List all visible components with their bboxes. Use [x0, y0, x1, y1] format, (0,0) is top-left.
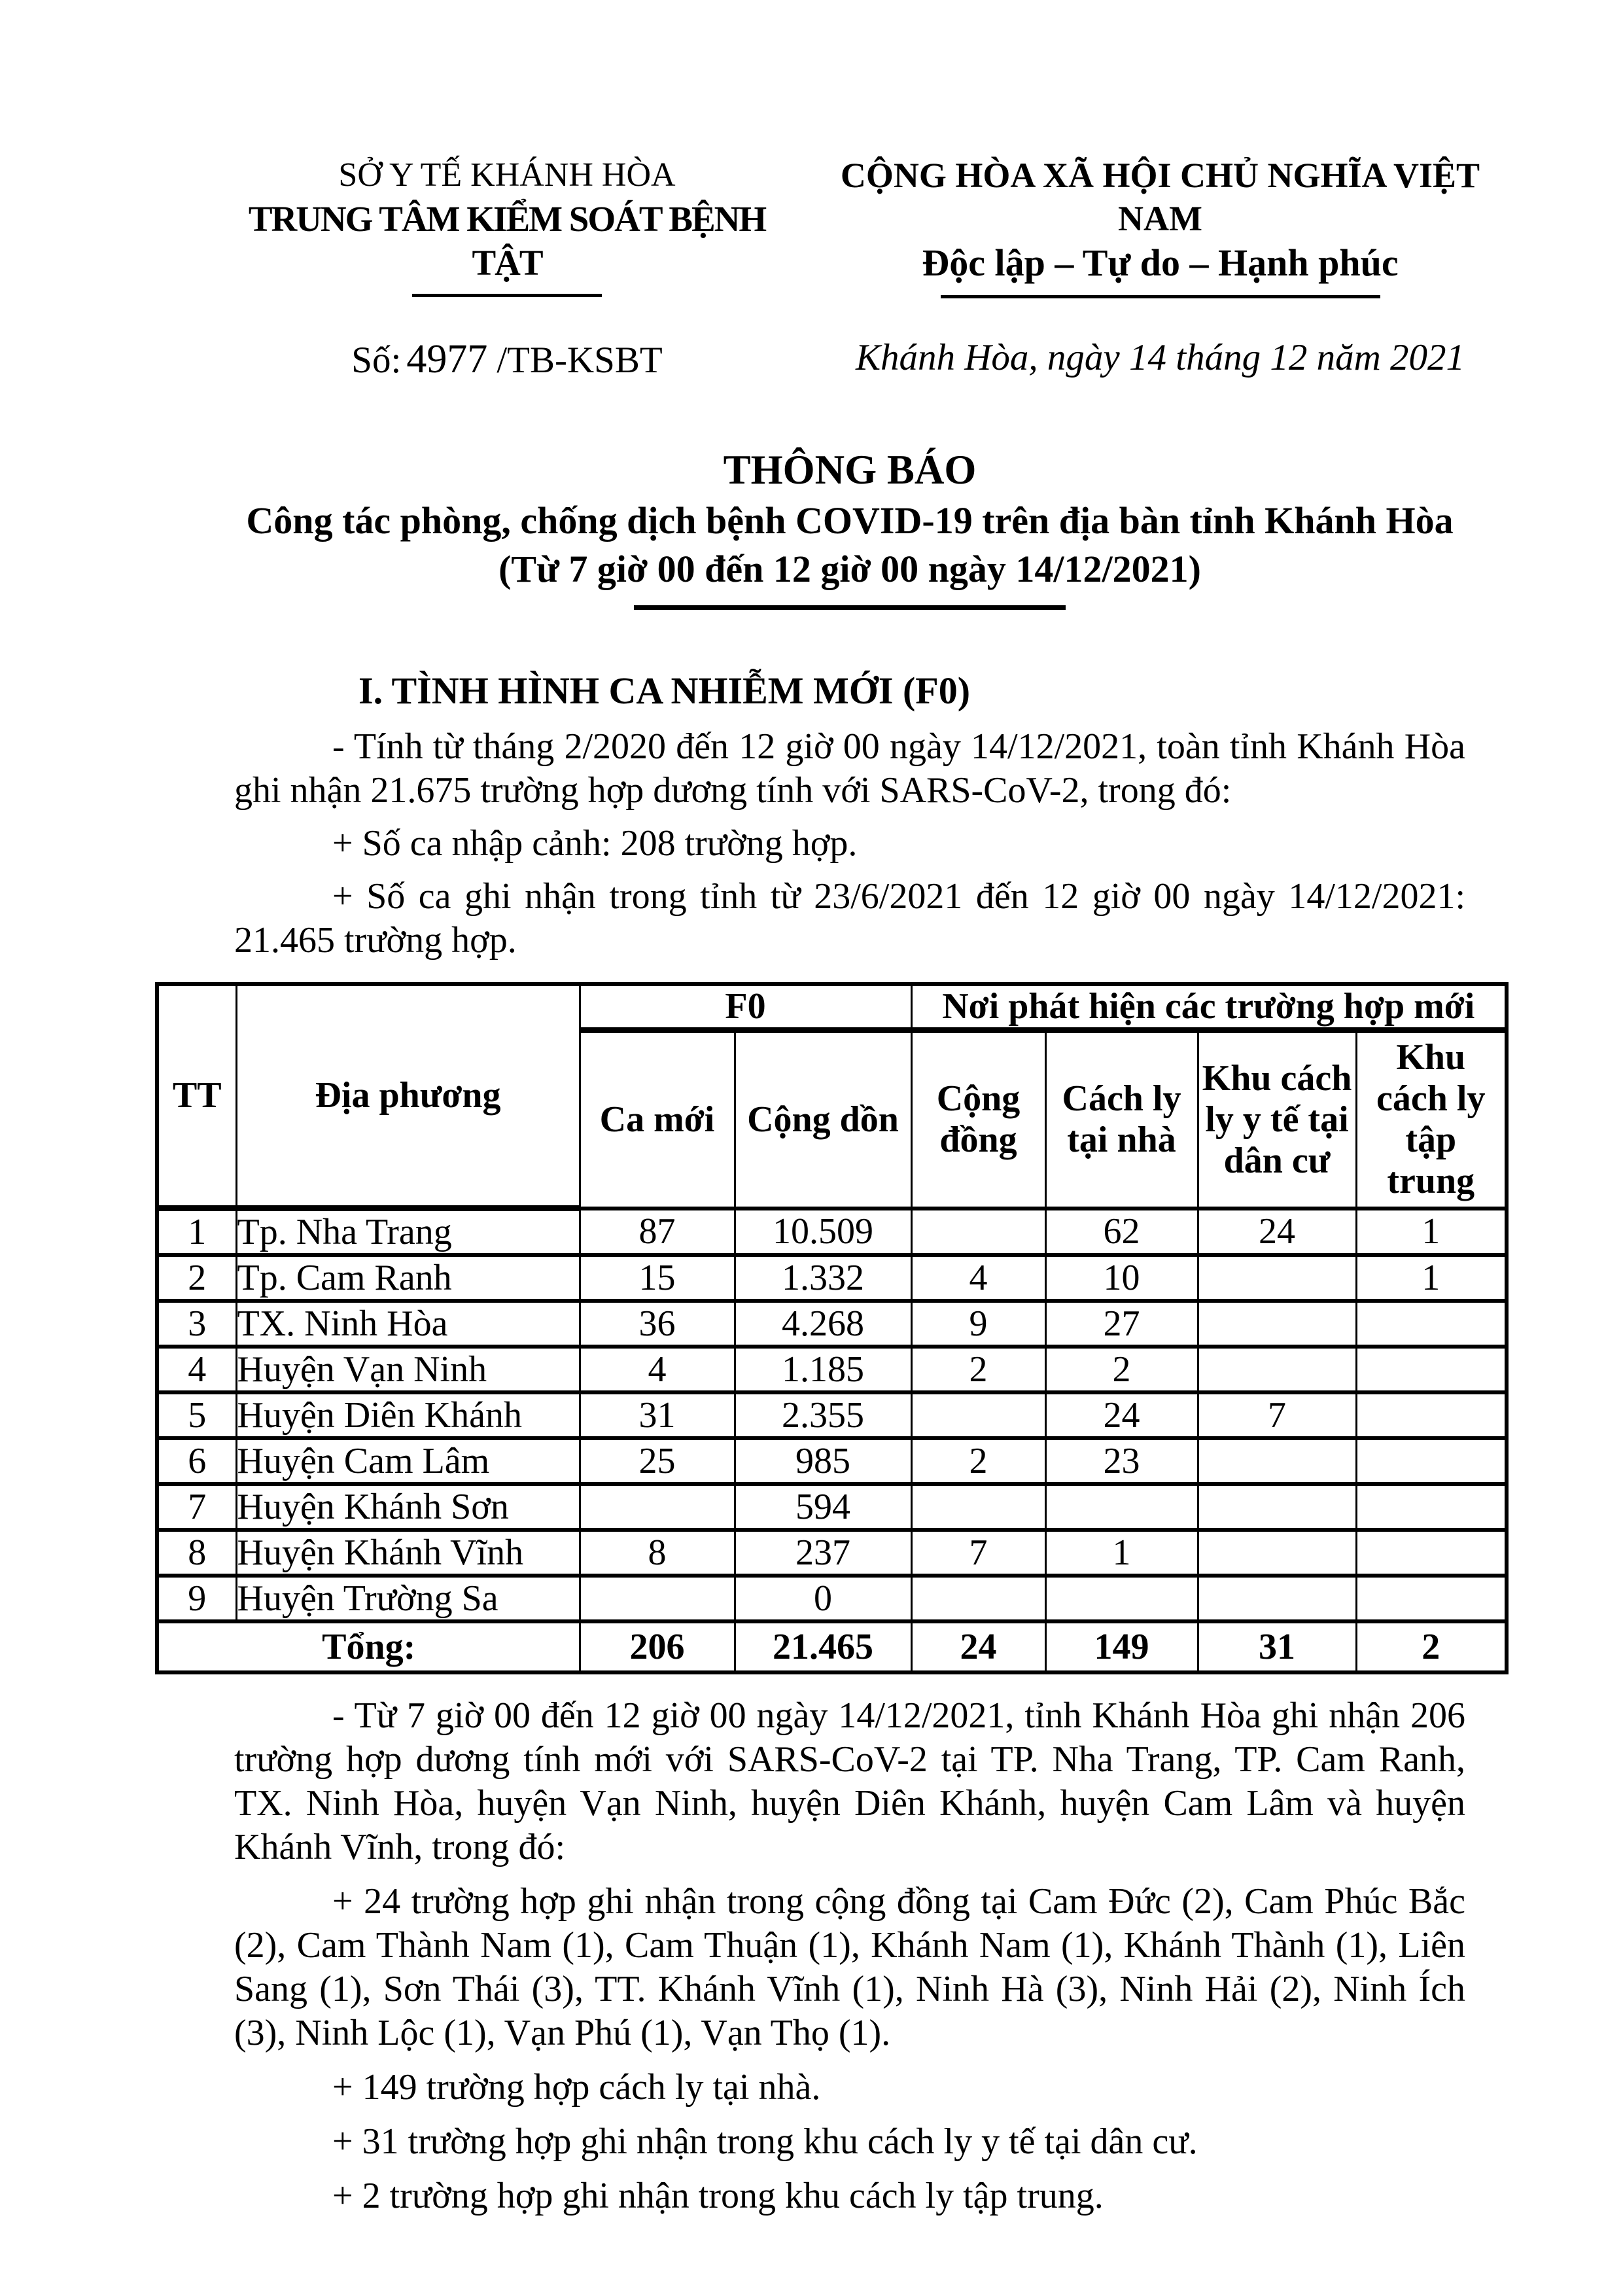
cell-community [911, 1209, 1045, 1256]
cell-total-cumulative: 21.465 [735, 1621, 911, 1672]
cell-new-cases: 25 [580, 1438, 735, 1484]
cell-cumulative: 10.509 [735, 1209, 911, 1256]
cell-central-quarantine: 1 [1356, 1255, 1507, 1301]
document-number-suffix: /TB-KSBT [497, 340, 663, 381]
cell-home-quarantine: 23 [1045, 1438, 1198, 1484]
col-header-cumulative: Cộng dồn [735, 1031, 911, 1209]
cell-central-quarantine [1356, 1530, 1507, 1576]
cell-medical-area-quarantine [1198, 1576, 1356, 1621]
cell-tt: 7 [157, 1484, 236, 1530]
cell-new-cases [580, 1576, 735, 1621]
cell-total-label: Tổng: [157, 1621, 580, 1672]
cell-cumulative: 594 [735, 1484, 911, 1530]
cell-location: Huyện Khánh Vĩnh [236, 1530, 580, 1576]
cell-new-cases: 36 [580, 1301, 735, 1347]
document-date-range: (Từ 7 giờ 00 đến 12 giờ 00 ngày 14/12/2021) [498, 548, 1201, 590]
col-header-location: Địa phương [236, 984, 580, 1209]
cell-new-cases: 87 [580, 1209, 735, 1256]
table-header-row-groups [157, 984, 1507, 1031]
cell-cumulative: 0 [735, 1576, 911, 1621]
table-row [157, 1255, 1507, 1301]
cell-medical-area-quarantine [1198, 1255, 1356, 1301]
cell-location: Huyện Vạn Ninh [236, 1347, 580, 1392]
national-motto: Độc lập – Tự do – Hạnh phúc [922, 241, 1399, 284]
table-row [157, 1484, 1507, 1530]
table-row [157, 1209, 1507, 1256]
cell-community: 7 [911, 1530, 1045, 1576]
cell-location: Huyện Cam Lâm [236, 1438, 580, 1484]
paragraph: + Số ca nhập cảnh: 208 trường hợp. [332, 823, 858, 864]
paragraph: - Từ 7 giờ 00 đến 12 giờ 00 ngày 14/12/2021, tỉnh Khánh Hòa ghi nhận 206 trường hợp dương tính mới với SARS-CoV-2 tại TP. Nha Trang, TP. Cam Ranh, TX. Ninh Hòa, huyện Vạn Ninh, huyện Diên Khánh, huyện Cam Lâm và huyện Khánh Vĩnh, trong đó: [234, 1695, 1465, 1867]
paragraph: + 2 trường hợp ghi nhận trong khu cách ly tập trung. [332, 2176, 1104, 2216]
cell-medical-area-quarantine [1198, 1438, 1356, 1484]
table-total-row [157, 1621, 1507, 1672]
cell-new-cases: 8 [580, 1530, 735, 1576]
col-header-home-quarantine: Cách ly tại nhà [1045, 1031, 1198, 1209]
cell-community [911, 1484, 1045, 1530]
table-row [157, 1347, 1507, 1392]
cell-total-community: 24 [911, 1621, 1045, 1672]
document-number [236, 336, 778, 383]
document-title: THÔNG BÁO [723, 447, 977, 493]
table-row [157, 1438, 1507, 1484]
motto-rule [941, 295, 1380, 298]
cell-new-cases: 15 [580, 1255, 735, 1301]
cell-central-quarantine [1356, 1392, 1507, 1438]
cell-central-quarantine [1356, 1347, 1507, 1392]
cell-total-new-cases: 206 [580, 1621, 735, 1672]
cell-tt: 6 [157, 1438, 236, 1484]
cell-new-cases: 31 [580, 1392, 735, 1438]
cell-central-quarantine [1356, 1484, 1507, 1530]
national-title: CỘNG HÒA XÃ HỘI CHỦ NGHĨA VIỆT NAM [840, 156, 1480, 238]
cell-central-quarantine [1356, 1438, 1507, 1484]
table-row [157, 1576, 1507, 1621]
cell-cumulative: 985 [735, 1438, 911, 1484]
cell-total-central-quarantine: 2 [1356, 1621, 1507, 1672]
cell-location: Tp. Nha Trang [236, 1209, 580, 1256]
cell-medical-area-quarantine [1198, 1347, 1356, 1392]
cell-community: 2 [911, 1347, 1045, 1392]
cell-home-quarantine: 62 [1045, 1209, 1198, 1256]
cell-location: Huyện Khánh Sơn [236, 1484, 580, 1530]
col-header-central-quarantine: Khu cách ly tập trung [1356, 1031, 1507, 1209]
cell-central-quarantine [1356, 1301, 1507, 1347]
col-header-community: Cộng đồng [911, 1031, 1045, 1209]
paragraph: + 24 trường hợp ghi nhận trong cộng đồng tại Cam Đức (2), Cam Phúc Bắc (2), Cam Thành Nam (1), Cam Thuận (1), Khánh Nam (1), Khánh Thành (1), Liên Sang (1), Sơn Thái (3), TT. Khánh Vĩnh (1), Ninh Hà (3), Ninh Hải (2), Ninh Ích (3), Ninh Lộc (1), Vạn Phú (1), Vạn Thọ (1). [234, 1881, 1465, 2053]
cell-community: 2 [911, 1438, 1045, 1484]
document-header [0, 0, 1623, 298]
cell-cumulative: 2.355 [735, 1392, 911, 1438]
cell-location: Huyện Trường Sa [236, 1576, 580, 1621]
cell-cumulative: 4.268 [735, 1301, 911, 1347]
cell-home-quarantine: 2 [1045, 1347, 1198, 1392]
cell-location: TX. Ninh Hòa [236, 1301, 580, 1347]
cell-community [911, 1392, 1045, 1438]
covid-cases-table [155, 982, 1509, 1674]
table-row [157, 1392, 1507, 1438]
paragraph: + 149 trường hợp cách ly tại nhà. [332, 2067, 821, 2108]
cell-home-quarantine: 27 [1045, 1301, 1198, 1347]
cell-medical-area-quarantine [1198, 1530, 1356, 1576]
cell-new-cases [580, 1484, 735, 1530]
cell-cumulative: 237 [735, 1530, 911, 1576]
agency-name: TRUNG TÂM KIỂM SOÁT BỆNH TẬT [248, 199, 766, 283]
cell-community: 4 [911, 1255, 1045, 1301]
col-header-new-cases: Ca mới [580, 1031, 735, 1209]
cell-new-cases: 4 [580, 1347, 735, 1392]
section-1 [0, 667, 1623, 963]
issuing-agency-block [236, 154, 778, 298]
cell-tt: 9 [157, 1576, 236, 1621]
document-number-value: 4977 [406, 337, 488, 381]
cell-tt: 4 [157, 1347, 236, 1392]
paragraph: + 31 trường hợp ghi nhận trong khu cách ly y tế tại dân cư. [332, 2121, 1198, 2162]
cell-cumulative: 1.332 [735, 1255, 911, 1301]
cell-community [911, 1576, 1045, 1621]
document-number-label: Số: [351, 340, 402, 381]
cell-home-quarantine: 24 [1045, 1392, 1198, 1438]
col-group-detection-place: Nơi phát hiện các trường hợp mới [911, 984, 1507, 1031]
cell-home-quarantine: 1 [1045, 1530, 1198, 1576]
paragraph: - Tính từ tháng 2/2020 đến 12 giờ 00 ngày 14/12/2021, toàn tỉnh Khánh Hòa ghi nhận 21.675 trường hợp dương tính với SARS-CoV-2, trong đó: [234, 726, 1465, 811]
cell-home-quarantine [1045, 1576, 1198, 1621]
section-after-table [0, 1694, 1623, 2218]
title-rule [634, 605, 1066, 610]
cell-tt: 1 [157, 1209, 236, 1256]
section-1-heading: I. TÌNH HÌNH CA NHIỄM MỚI (F0) [358, 669, 971, 712]
cell-total-medical-area-quarantine: 31 [1198, 1621, 1356, 1672]
cell-cumulative: 1.185 [735, 1347, 911, 1392]
table-row [157, 1301, 1507, 1347]
agency-rule [412, 294, 602, 297]
cell-medical-area-quarantine: 24 [1198, 1209, 1356, 1256]
cell-central-quarantine: 1 [1356, 1209, 1507, 1256]
cell-medical-area-quarantine [1198, 1301, 1356, 1347]
paragraph: + Số ca ghi nhận trong tỉnh từ 23/6/2021 đến 12 giờ 00 ngày 14/12/2021: 21.465 trường hợp. [234, 876, 1465, 961]
cell-tt: 2 [157, 1255, 236, 1301]
cell-community: 9 [911, 1301, 1045, 1347]
national-motto-block [818, 154, 1502, 298]
cell-home-quarantine [1045, 1484, 1198, 1530]
cell-tt: 3 [157, 1301, 236, 1347]
cell-total-home-quarantine: 149 [1045, 1621, 1198, 1672]
cell-medical-area-quarantine [1198, 1484, 1356, 1530]
place-date: Khánh Hòa, ngày 14 tháng 12 năm 2021 [856, 337, 1465, 378]
col-header-tt: TT [157, 984, 236, 1209]
col-group-f0: F0 [580, 984, 911, 1031]
cell-home-quarantine: 10 [1045, 1255, 1198, 1301]
agency-parent-name: SỞ Y TẾ KHÁNH HÒA [338, 156, 676, 194]
document-subtitle: Công tác phòng, chống dịch bệnh COVID-19 trên địa bàn tỉnh Khánh Hòa [246, 499, 1454, 542]
docno-date-row [0, 298, 1623, 383]
cell-tt: 8 [157, 1530, 236, 1576]
col-header-medical-area-quarantine: Khu cách ly y tế tại dân cư [1198, 1031, 1356, 1209]
cell-location: Tp. Cam Ranh [236, 1255, 580, 1301]
title-block [0, 443, 1623, 610]
cell-medical-area-quarantine: 7 [1198, 1392, 1356, 1438]
table-row [157, 1530, 1507, 1576]
cell-location: Huyện Diên Khánh [236, 1392, 580, 1438]
cell-central-quarantine [1356, 1576, 1507, 1621]
cell-tt: 5 [157, 1392, 236, 1438]
